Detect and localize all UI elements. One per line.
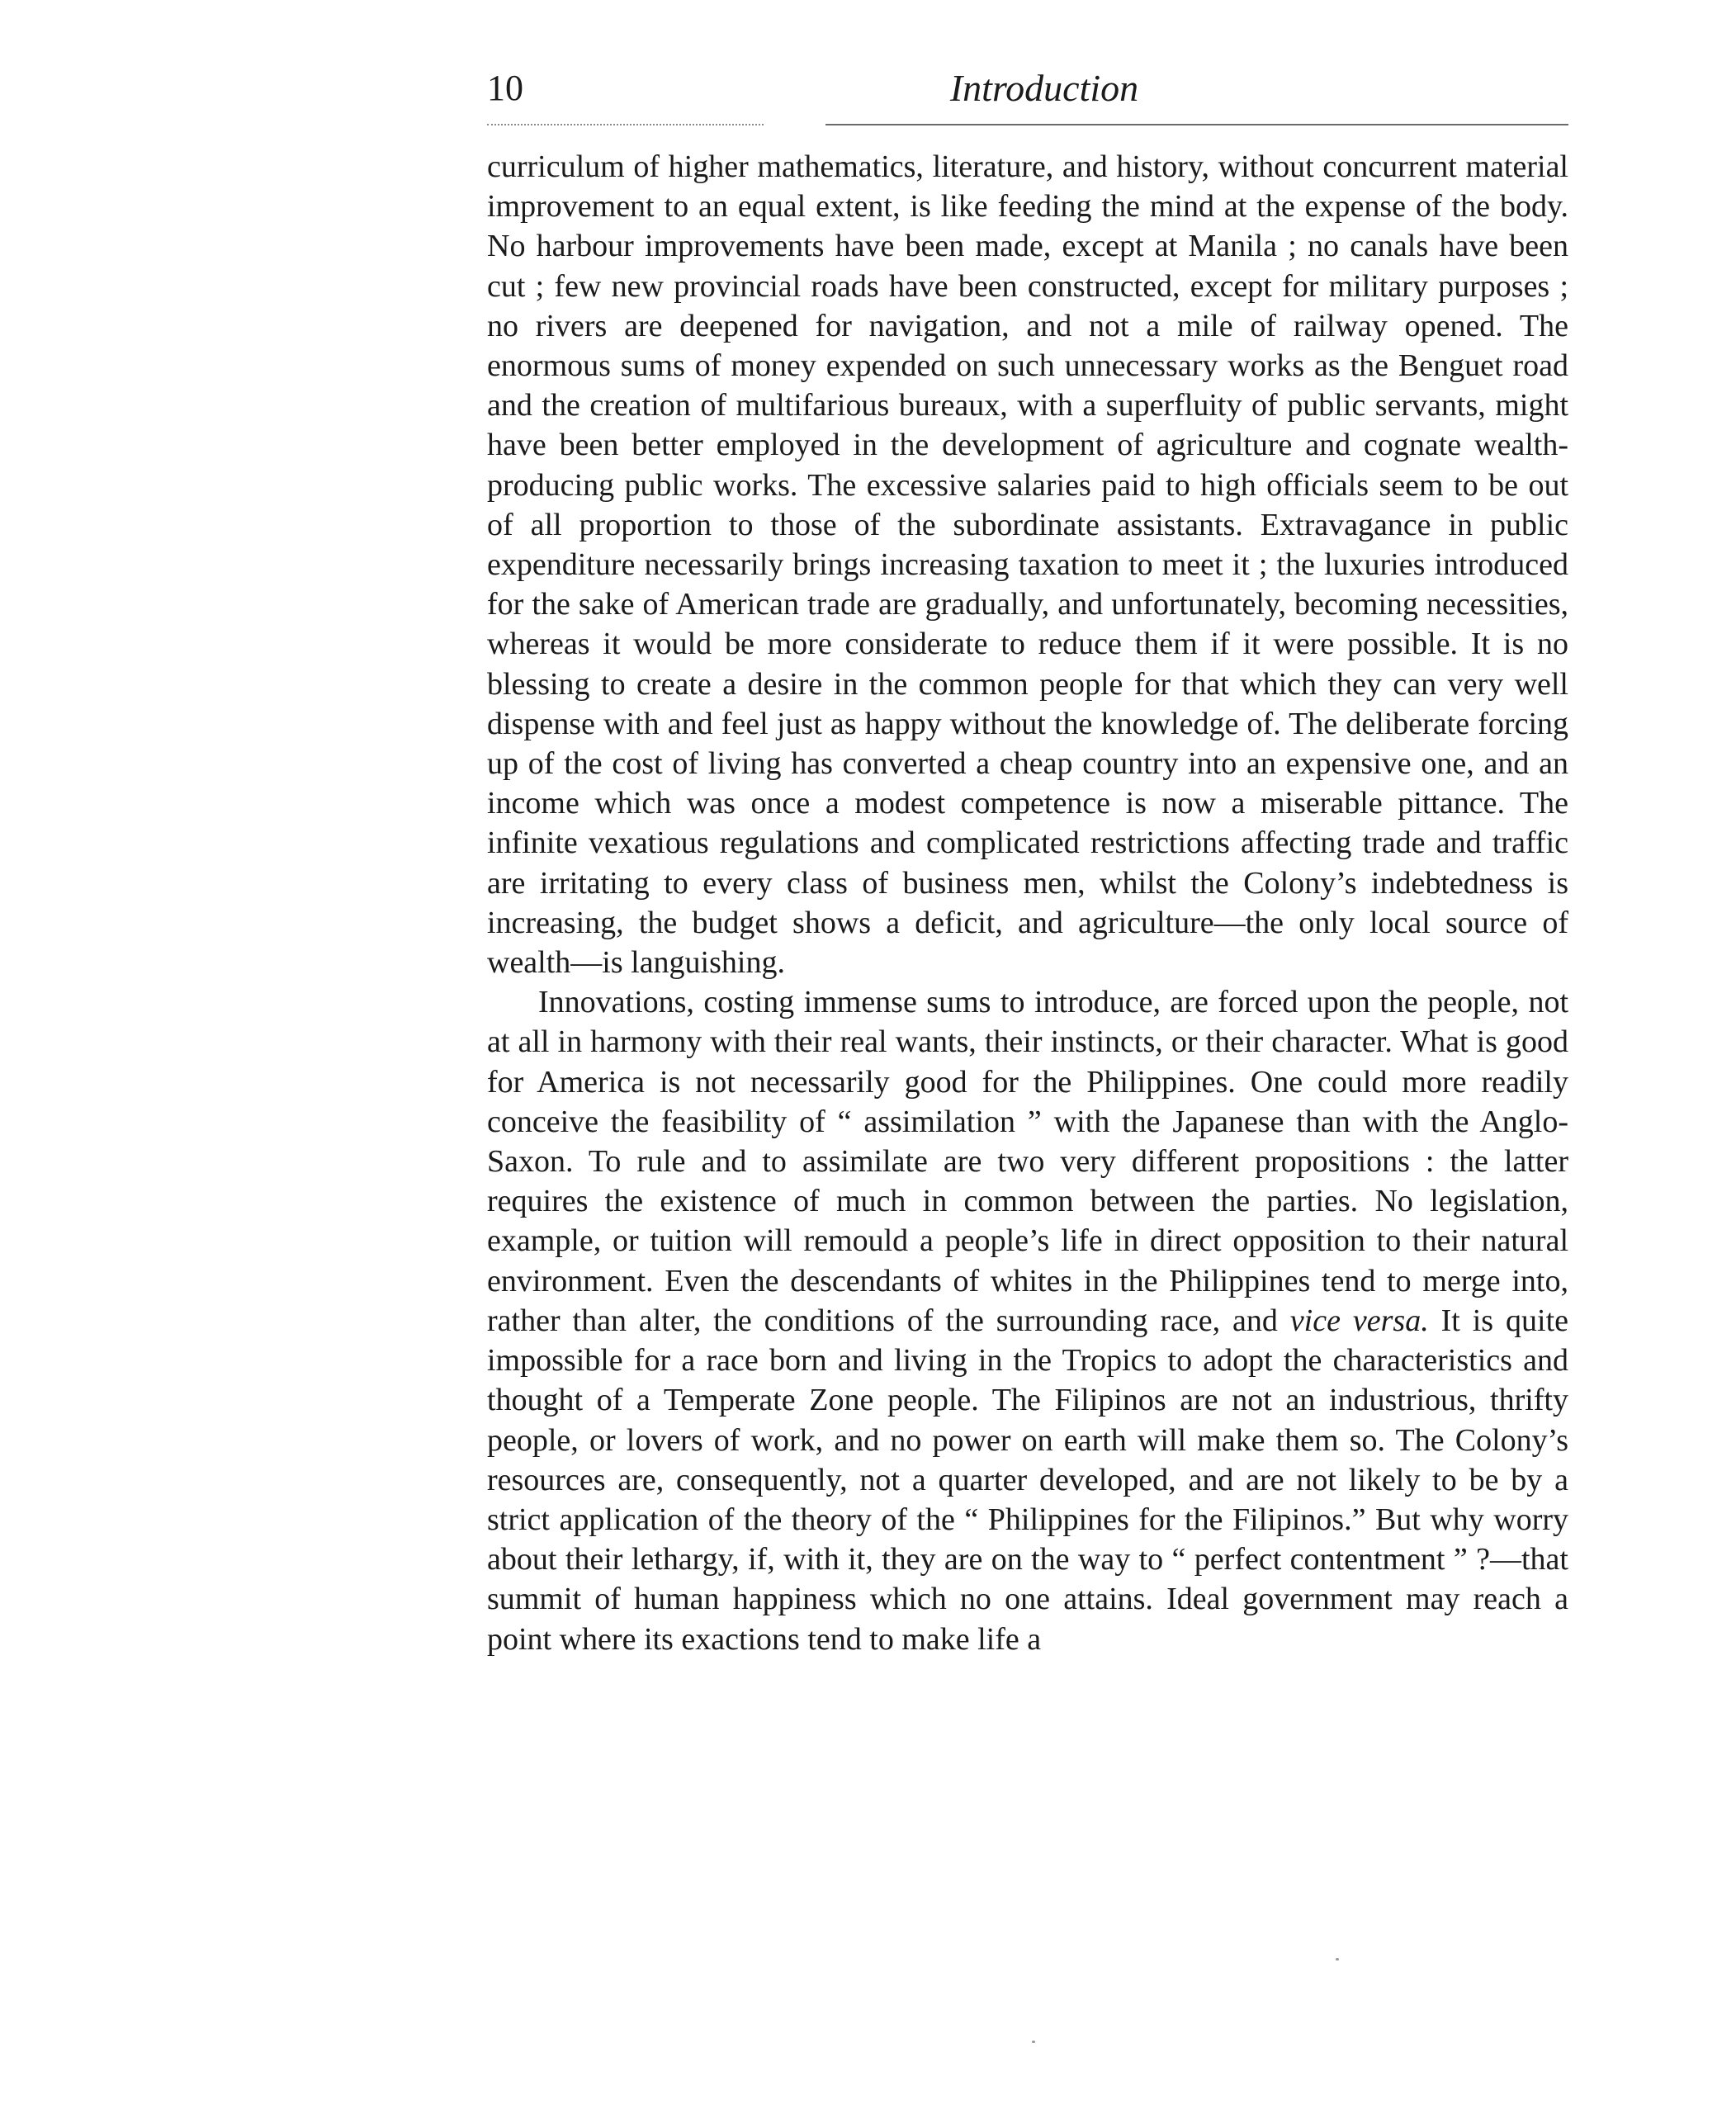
paragraph-2-part-1: Innovations, costing immense sums to introduce, are forced upon the people, not at all in harmony with their real wants, their instincts, or their character. What is good for America is not necessarily good for the Philippines. One could more readily conceive the feasibility of “ assimilation ” with the Japanese than with the Anglo-Saxon. To rule and to assimilate are two very different propositions : the latter requires the existence of much in common between the parties. No legislation, example, or tuition will remould a people’s life in direct opposition to their natural environment. Even the descendants of whites in the Philippines tend to merge into, rather than alter, the conditions of the surrounding race, and (487, 985, 1568, 1338)
page-number: 10 (487, 68, 523, 108)
header-rule-right (825, 124, 1568, 125)
paragraph-2 (487, 982, 1568, 1658)
running-title: Introduction (949, 67, 1139, 109)
running-head (487, 59, 1568, 117)
paper-speck (1032, 2041, 1035, 2043)
paper-speck (1336, 1958, 1339, 1961)
header-rule-left (487, 124, 764, 125)
paragraph-2-part-2: It is quite impossible for a race born and living in the Tropics to adopt the characteristics and thought of a Temperate Zone people. The Filipinos are not an industrious, thrifty people, or lovers of work, and no power on earth will make them so. The Colony’s resources are, consequently, not a quarter developed, and are not likely to be by a strict application of the theory of the “ Philippines for the Filipinos.” But why worry about their lethargy, if, with it, they are on the way to “ perfect contentment ” ?—that summit of human happiness which no one attains. Ideal government may reach a point where its exactions tend to make life a (487, 1303, 1569, 1657)
body-text (487, 147, 1568, 1659)
paragraph-1: curriculum of higher mathematics, literature, and history, without concurrent material improvement to an equal extent, is like feeding the mind at the expense of the body. No harbour improvements have been made, except at Manila ; no canals have been cut ; few new provincial roads have been constructed, except for military purposes ; no rivers are deepened for navigation, and not a mile of railway opened. The enormous sums of money expended on such unnecessary works as the Benguet road and the creation of multifarious bureaux, with a superfluity of public servants, might have been better employed in the development of agriculture and cognate wealth-producing public works. The excessive salaries paid to high officials seem to be out of all proportion to those of the subordinate assistants. Extravagance in public expenditure necessarily brings increasing taxation to meet it ; the luxuries introduced for the sake of American trade are gradually, and unfortunately, becoming necessities, whereas it would be more considerate to reduce them if it were possible. It is no blessing to create a desire in the common people for that which they can very well dispense with and feel just as happy without the knowledge of. The deliberate forcing up of the cost of living has converted a cheap country into an expensive one, and an income which was once a modest competence is now a miserable pittance. The infinite vexatious regulations and complicated restrictions affecting trade and traffic are irritating to every class of business men, whilst the Colony’s indebtedness is increasing, the budget shows a deficit, and agriculture—the only local source of wealth—is languishing. (487, 149, 1568, 981)
italic-phrase-vice-versa: vice versa. (1289, 1303, 1429, 1338)
